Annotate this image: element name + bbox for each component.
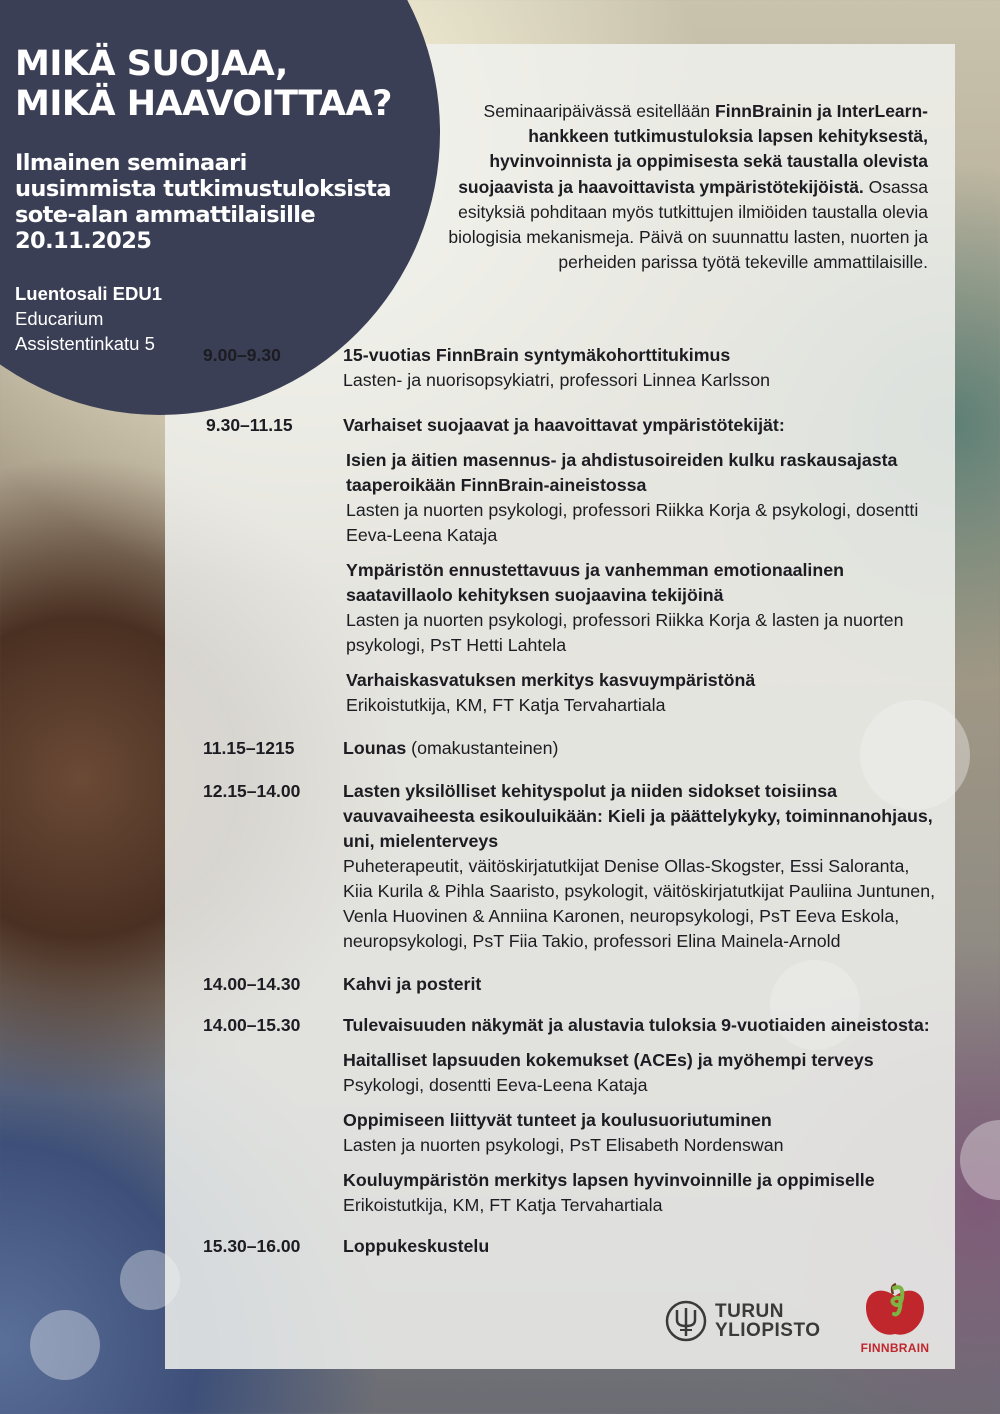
slot-content	[343, 736, 943, 761]
intro-highlight: FinnBrainin ja InterLearn-hankkeen tutkimustuloksia lapsen kehityksestä, hyvinvoinnista ja oppimisesta sekä taustalla olevista suojaavista ja haavoittavista ympäristötekijöistä.	[458, 101, 928, 197]
slot-title: Varhaiset suojaavat ja haavoittavat ympäristötekijät:	[343, 415, 785, 435]
agenda-slot	[203, 779, 943, 954]
finnbrain-logo	[855, 1282, 935, 1355]
bokeh-light	[30, 1310, 100, 1380]
slot-title: 15-vuotias FinnBrain syntymäkohorttitukimus	[343, 345, 731, 365]
intro-text: Seminaaripäivässä esitellään	[483, 101, 716, 121]
talk	[343, 668, 943, 718]
agenda-slot	[203, 413, 943, 718]
talk	[343, 1168, 943, 1218]
slot-content	[343, 779, 943, 954]
agenda	[203, 343, 943, 1272]
venue-info	[15, 281, 162, 356]
lunch-note: (omakustanteinen)	[406, 738, 559, 758]
turku-university-wordmark	[715, 1302, 821, 1340]
intro-paragraph	[420, 99, 928, 275]
slot-time: 9.00–9.30	[203, 345, 281, 365]
agenda-slot	[203, 1234, 943, 1259]
wordmark-line: YLIOPISTO	[715, 1320, 821, 1341]
apple-worm-icon	[860, 1282, 930, 1340]
talk	[343, 448, 943, 548]
slot-speakers: Lasten- ja nuorisopsykiatri, professori Linnea Karlsson	[343, 370, 770, 390]
slot-time: 14.00–15.30	[203, 1015, 301, 1035]
talk	[343, 558, 943, 658]
title-line: MIKÄ HAAVOITTAA?	[15, 84, 392, 124]
slot-content	[343, 1234, 943, 1259]
talk-speakers: Erikoistutkija, KM, FT Katja Tervahartiala	[346, 695, 666, 715]
slot-content	[343, 972, 943, 997]
agenda-slot	[203, 343, 943, 393]
talk-speakers: Lasten ja nuorten psykologi, PsT Elisabeth Nordenswan	[343, 1135, 784, 1155]
bokeh-light	[960, 1120, 1000, 1200]
slot-content	[343, 343, 943, 393]
finnbrain-wordmark: FINNBRAIN	[860, 1341, 930, 1355]
agenda-slot	[203, 1013, 943, 1218]
talk-title: Isien ja äitien masennus- ja ahdistusoireiden kulku raskausajasta taaperoikään FinnBrain-aineistossa	[346, 450, 898, 495]
slot-content	[343, 413, 943, 718]
slot-title: Lasten yksilölliset kehityspolut ja niiden sidokset toisiinsa vauvavaiheesta esikouluikään: Kieli ja päättelykyky, toiminnanohjaus, uni, mielenterveys	[343, 781, 933, 851]
venue-address: Assistentinkatu 5	[15, 333, 155, 354]
agenda-slot	[203, 736, 943, 761]
slot-content	[343, 1013, 943, 1218]
slot-time: 9.30–11.15	[206, 415, 293, 435]
event-date: 20.11.2025	[15, 228, 152, 254]
talk	[343, 1048, 943, 1098]
slot-time: 14.00–14.30	[203, 974, 301, 994]
slot-title: Kahvi ja posterit	[343, 974, 482, 994]
talk-title: Ympäristön ennustettavuus ja vanhemman emotionaalinen saatavillaolo kehityksen suojaavina tekijöinä	[346, 560, 844, 605]
talk-speakers: Erikoistutkija, KM, FT Katja Tervahartiala	[343, 1195, 663, 1215]
subtitle	[15, 150, 391, 254]
slot-time: 11.15–1215	[203, 738, 295, 758]
subtitle-line: Ilmainen seminaari	[15, 150, 247, 176]
talk-title: Haitalliset lapsuuden kokemukset (ACEs) ja myöhempi terveys	[343, 1050, 874, 1070]
talk-title: Oppimiseen liittyvät tunteet ja koulusuoriutuminen	[343, 1110, 772, 1130]
talk	[343, 1108, 943, 1158]
venue-room: Luentosali EDU1	[15, 283, 162, 304]
slot-time: 12.15–14.00	[203, 781, 301, 801]
talk-title: Kouluympäristön merkitys lapsen hyvinvoinnille ja oppimiselle	[343, 1170, 875, 1190]
lunch-label: Lounas	[343, 738, 407, 758]
page-title	[15, 44, 392, 124]
subtitle-line: uusimmista tutkimustuloksista	[15, 176, 391, 202]
talk-speakers: Lasten ja nuorten psykologi, professori Riikka Korja & psykologi, dosentti Eeva-Leena Kataja	[346, 500, 919, 545]
wordmark-line: TURUN	[715, 1301, 784, 1322]
slot-title: Tulevaisuuden näkymät ja alustavia tuloksia 9-vuotiaiden aineistosta:	[343, 1015, 930, 1035]
slot-title	[343, 738, 558, 758]
talk-title: Varhaiskasvatuksen merkitys kasvuympäristönä	[346, 670, 756, 690]
slot-time: 15.30–16.00	[203, 1236, 301, 1256]
subtitle-line: sote-alan ammattilaisille	[15, 202, 316, 228]
slot-title: Loppukeskustelu	[343, 1236, 490, 1256]
talk-speakers: Lasten ja nuorten psykologi, professori Riikka Korja & lasten ja nuorten psykologi, PsT Hetti Lahtela	[346, 610, 904, 655]
venue-building: Educarium	[15, 308, 104, 329]
talk-speakers: Psykologi, dosentti Eeva-Leena Kataja	[343, 1075, 648, 1095]
slot-speakers: Puheterapeutit, väitöskirjatutkijat Denise Ollas-Skogster, Essi Saloranta, Kiia Kurila & Pihla Saaristo, psykologit, väitöskirjatutkijat Pauliina Juntunen, Venla Huovinen & Anniina Karonen, neuropsykologi, PsT Eeva Eskola, neuropsykologi, PsT Fiia Takio, professori Elina Mainela-Arnold	[343, 856, 936, 951]
intro-text: Osassa esityksiä pohditaan myös tutkittujen ilmiöiden taustalla olevia biologisia mekanismeja. Päivä on suunnattu lasten, nuorten ja perheiden parissa työtä tekeville ammattilaisille.	[448, 176, 928, 273]
trident-emblem-icon	[665, 1300, 707, 1342]
title-line: MIKÄ SUOJAA,	[15, 44, 288, 84]
logo-bar	[665, 1282, 945, 1355]
turku-university-logo	[665, 1300, 821, 1342]
agenda-slot	[203, 972, 943, 997]
